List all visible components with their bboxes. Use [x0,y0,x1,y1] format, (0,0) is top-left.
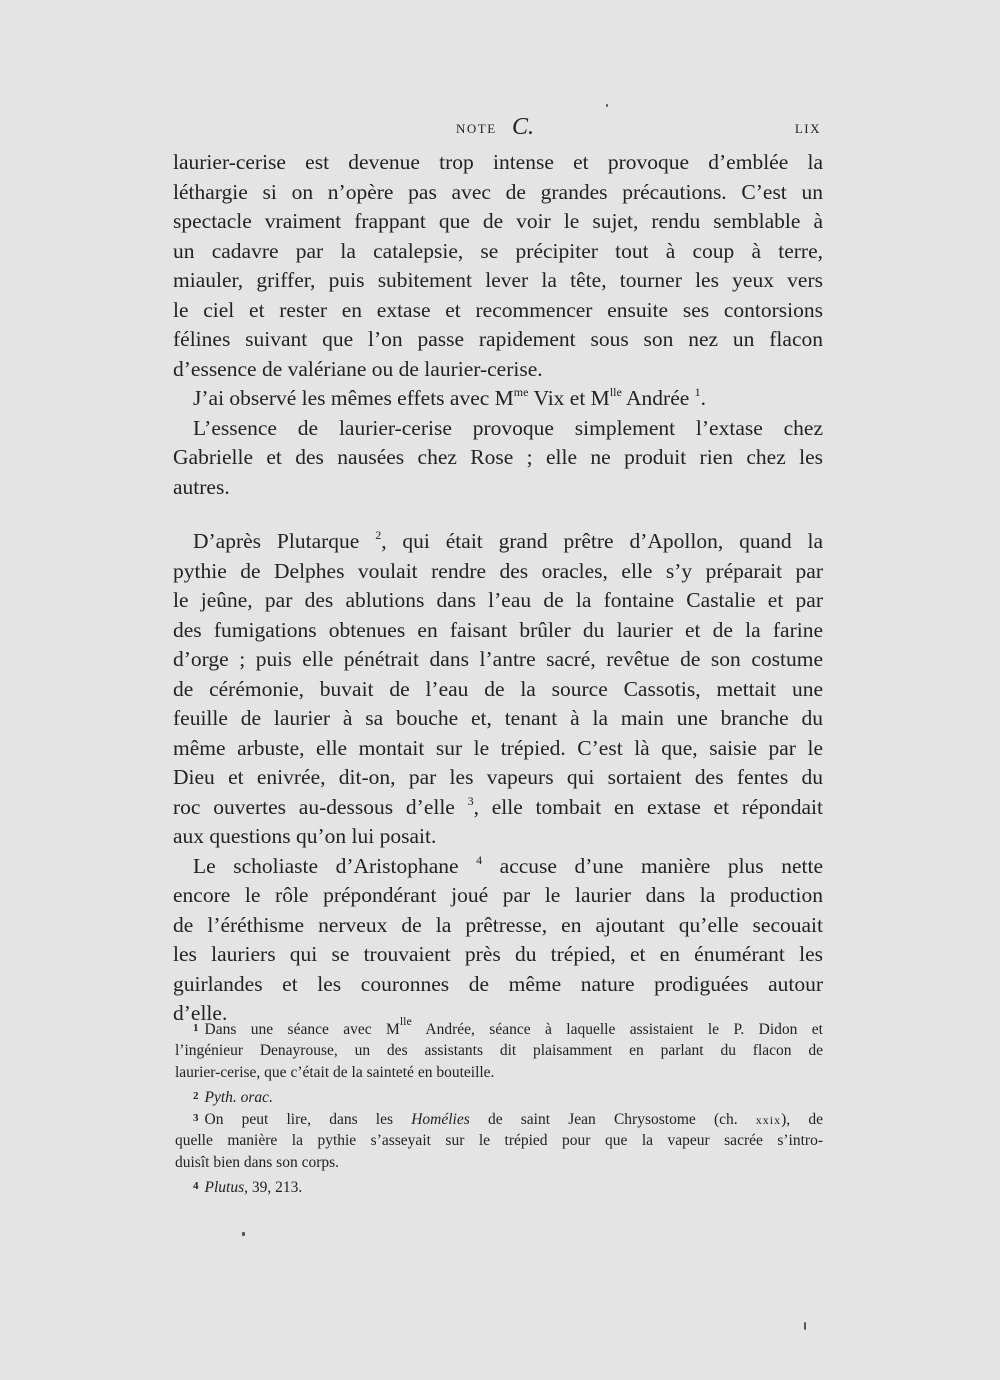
paper-speck [804,1322,806,1330]
footnote-ref-4: 4 [476,852,483,867]
footnote-number: 3 [193,1112,199,1124]
page-number: LIX [794,121,821,136]
footnote-3: 3 On peut lire, dans les Homélies de saint Jean Chrysostome (ch. xxix), de [193,1111,823,1128]
text-line: d’essence de valériane ou de laurier-cerise. [173,356,543,381]
text-line: guirlandes et les couronnes de même nature prodiguées autour [173,971,823,996]
footnotes [175,1014,823,1197]
footnote-ref-3: 3 [467,793,474,808]
footnote-ref-1: 1 [694,385,701,399]
text-line: laurier-cerise est devenue trop intense et provoque d’emblée la [173,150,823,174]
text-line: le jeûne, par des ablutions dans l’eau de la fontaine Castalie et par [173,588,823,612]
header-note-label: NOTE [456,121,497,136]
paper-speck [606,104,608,107]
paper-speck [242,1232,245,1236]
text-line: de cérémonie, buvait de l’eau de la source Cassotis, mettait une [173,676,823,701]
text-line-vix: J’ai observé les mêmes effets avec $M^{me}$ Vix et $M^{lle}$ Andrée $^1$. [193,385,707,410]
text-line: pythie de Delphes voulait rendre des oracles, elle s’y préparait par [173,558,823,583]
text-line: de l’éréthisme nerveux de la prêtresse, en ajoutant qu’elle secouait [173,912,823,937]
text-line: encore le rôle prépondérant joué par le laurier dans la production [173,883,823,907]
footnote-line: quelle manière la pythie s’asseyait sur le trépied pour que la vapeur sacrée s’intro- [175,1131,823,1149]
header-note-letter: C. [512,114,535,140]
text-line: d’orge ; puis elle pénétrait dans l’antre sacré, revêtue de son costume [173,647,823,671]
text-line: les lauriers qui se trouvaient près du trépied, et en énumérant les [173,942,823,966]
text-line: un cadavre par la catalepsie, se précipiter tout à coup à terre, [173,238,823,263]
text-line: le ciel et rester en extase et recommencer ensuite ses contorsions [173,297,823,322]
text-line: Gabrielle et des nausées chez Rose ; elle ne produit rien chez les [173,445,823,469]
text-line-scholiaste: Le scholiaste d’Aristophane $^4$ accuse d’une manière plus nette [193,852,823,878]
text-line: léthargie si on n’opère pas avec de grandes précautions. C’est un [173,179,823,204]
text-line: aux questions qu’on lui posait. [173,824,437,848]
footnote-number: 2 [193,1089,199,1102]
text-line-roc: roc ouvertes au-dessous d’elle $^3$, elle tombait en extase et répondait [173,793,823,819]
footnote-line: l’ingénieur Denayrouse, un des assistants dit plaisamment en parlant du flacon de [175,1041,823,1059]
footnote-ref-2: 2 [375,528,382,542]
running-header [173,114,823,147]
text-line: autres. [173,474,230,499]
text-line: des fumigations obtenues en faisant brûler du laurier et de la farine [173,617,823,642]
text-line: d’elle. [173,1001,228,1025]
footnote-line: laurier-cerise, que c’était de la sainteté en bouteille. [175,1064,495,1081]
text-line: feuille de laurier à sa bouche et, tenant à la main une branche du [173,706,823,730]
text-line: L’essence de laurier-cerise provoque simplement l’extase chez [193,415,823,440]
footnote-1: 1 Dans une séance avec $M^{lle}$ Andrée, séance à laquelle assistaient le P. Didon et [193,1014,823,1038]
text-line: spectacle vraiment frappant que de voir le sujet, rendu semblable à [173,209,823,233]
body-text [173,148,823,1029]
footnote-line: duisît bien dans son corps. [175,1154,340,1171]
text-line: même arbuste, elle montait sur le trépied. C’est là que, saisie par le [173,735,823,760]
text-line-plutarque: D’après Plutarque $^2$, qui était grand prêtre d’Apollon, quand la [193,528,823,553]
footnote-2: 2 Pyth. orac. [193,1088,273,1106]
footnote-4: 4 Plutus, 39, 213. [193,1178,303,1196]
footnote-number: 4 [193,1179,199,1192]
text-line: félines suivant que l’on passe rapidement sous son nez un flacon [173,327,823,351]
text-line: Dieu et enivrée, dit-on, par les vapeurs qui sortaient des fentes du [173,765,823,789]
paragraph-gap [173,502,823,527]
text-line: miauler, griffer, puis subitement lever la tête, tourner les yeux vers [173,268,823,292]
footnote-number: 1 [193,1022,199,1034]
